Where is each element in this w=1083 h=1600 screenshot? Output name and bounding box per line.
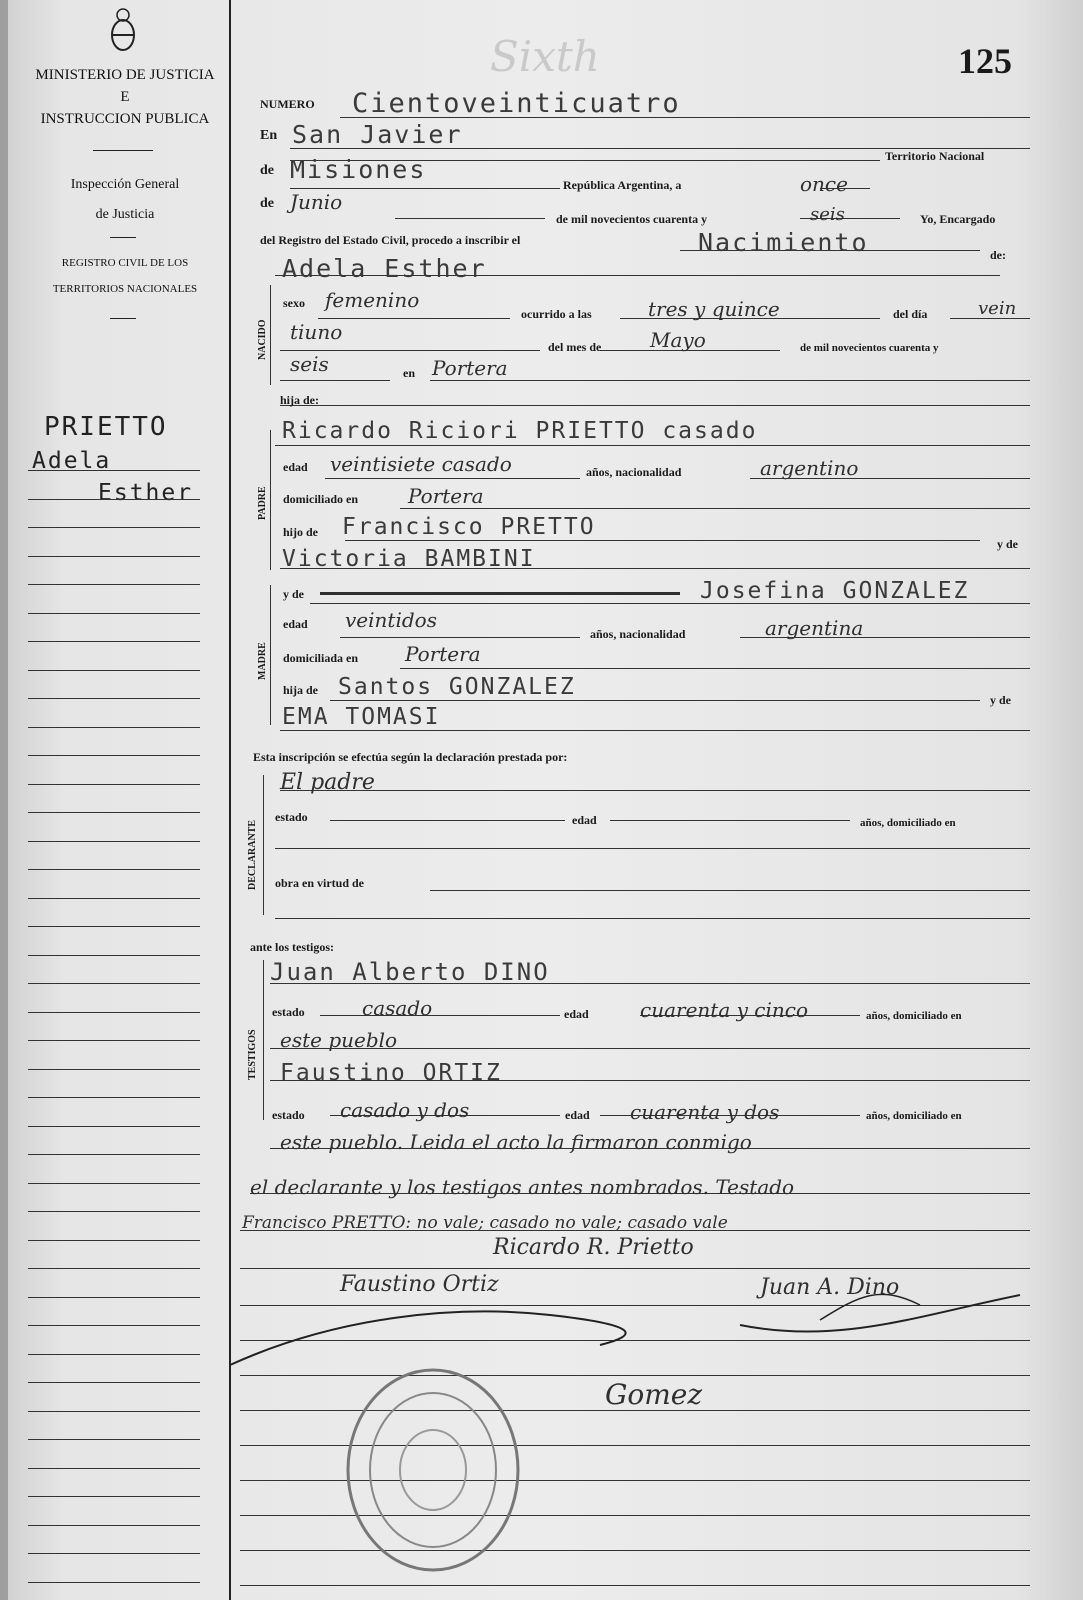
- signature-padre: Ricardo R. Prietto: [493, 1235, 694, 1260]
- margin-rule-line: [28, 641, 200, 642]
- margin-rule-line: [28, 1553, 200, 1554]
- label-t1-edad: edad: [564, 1007, 589, 1021]
- side-label-padre: PADRE: [257, 486, 268, 520]
- margin-rule-line: [28, 470, 200, 471]
- value-closing-3: Francisco PRETTO: no vale; casado no vale; casado vale: [242, 1213, 728, 1233]
- value-ano-nac: seis: [290, 352, 329, 376]
- form-rule-line: [340, 637, 580, 638]
- label-en: En: [260, 128, 278, 143]
- margin-rule-line: [28, 1126, 200, 1127]
- margin-rule-line: [28, 1354, 200, 1355]
- label-yo: Yo, Encargado: [920, 212, 996, 226]
- value-testigo-2: Faustino ORTIZ: [280, 1060, 502, 1086]
- form-rule-line: [430, 380, 1030, 381]
- margin-rule-line: [28, 1439, 200, 1440]
- label-hijo-de: hijo de: [283, 525, 319, 539]
- value-lugar-nac: Portera: [432, 356, 508, 380]
- value-closing-2: el declarante y los testigos antes nombrados. Testado: [250, 1175, 795, 1199]
- value-territorio: Misiones: [290, 155, 427, 184]
- margin-given-name-2: Esther: [98, 480, 194, 506]
- form-rule-line: [430, 890, 1030, 891]
- faint-heading: Sixth: [490, 32, 600, 81]
- label-esta-inscripcion: Esta inscripción se efectúa según la declaración prestada por:: [253, 750, 568, 764]
- registry-line-1: REGISTRO CIVIL DE LOS: [61, 257, 189, 269]
- label-registro: del Registro del Estado Civil, procedo a inscribir el: [260, 233, 521, 247]
- label-padre-anos: años, nacionalidad: [586, 465, 682, 479]
- label-de: de: [260, 163, 274, 178]
- margin-rule-line: [28, 1496, 200, 1497]
- label-domiciliada: domiciliada en: [283, 651, 359, 665]
- value-t1-estado: casado: [362, 996, 433, 1020]
- form-rule-line: [280, 350, 540, 351]
- form-rule-line: [275, 848, 1030, 849]
- label-t2-edad: edad: [565, 1108, 590, 1122]
- label-de-month: de: [260, 196, 274, 211]
- value-acto: Nacimiento: [698, 228, 869, 257]
- form-rule-line: [345, 540, 980, 541]
- form-rule-line: [320, 1015, 560, 1016]
- margin-rule-line: [28, 1154, 200, 1155]
- value-t2-estado: casado y dos: [340, 1098, 470, 1122]
- value-abuelo-materno: Santos GONZALEZ: [338, 674, 576, 700]
- value-padre-nacionalidad: argentino: [760, 456, 859, 480]
- margin-rule-line: [28, 1268, 200, 1269]
- signature-oficial: Gomez: [605, 1378, 703, 1411]
- form-rule-line: [240, 1268, 1030, 1269]
- label-obra: obra en virtud de: [275, 876, 365, 890]
- ministry-line-1: MINISTERIO DE JUSTICIA: [35, 67, 215, 83]
- margin-rule-line: [28, 926, 200, 927]
- label-ocurrido: ocurrido a las: [521, 307, 592, 321]
- form-rule-line: [330, 700, 980, 701]
- label-domiciliado: domiciliado en: [283, 492, 359, 506]
- label-t1-anos: años, domiciliado en: [866, 1010, 962, 1022]
- label-madre-anos: años, nacionalidad: [590, 627, 686, 641]
- value-mes-nac: Mayo: [650, 328, 706, 352]
- label-de-colon: de:: [990, 248, 1006, 262]
- form-rule-line: [400, 508, 1030, 509]
- label-y-de-padre: y de: [997, 537, 1018, 551]
- signature-testigo-2: Faustino Ortiz: [340, 1272, 499, 1297]
- value-abuela-materna: EMA TOMASI: [282, 704, 441, 730]
- margin-rule-line: [28, 1468, 200, 1469]
- label-territorio: Territorio Nacional: [885, 149, 985, 163]
- form-rule-line: [280, 790, 1030, 791]
- form-rule-line: [290, 188, 560, 189]
- label-ante-testigos: ante los testigos:: [250, 940, 334, 954]
- label-sexo: sexo: [283, 296, 305, 310]
- margin-rule-line: [28, 584, 200, 585]
- value-t2-edad: cuarenta y dos: [630, 1100, 780, 1124]
- label-mil-novecientos-2: de mil novecientos cuarenta y: [800, 342, 939, 354]
- margin-rule-line: [28, 556, 200, 557]
- label-del-mes: del mes de: [548, 340, 602, 354]
- margin-rule-line: [28, 1240, 200, 1241]
- form-rule-line: [318, 318, 510, 319]
- form-rule-line: [325, 478, 580, 479]
- label-numero: NUMERO: [260, 97, 315, 111]
- margin-rule-line: [28, 955, 200, 956]
- form-rule-line: [395, 218, 545, 219]
- value-madre-domicilio: Portera: [405, 642, 481, 666]
- margin-rule-line: [28, 613, 200, 614]
- label-mil-novecientos: de mil novecientos cuarenta y: [556, 212, 708, 226]
- label-t2-anos: años, domiciliado en: [866, 1110, 962, 1122]
- label-hija-de-madre: hija de: [283, 683, 319, 697]
- form-rule-line: [280, 405, 1030, 406]
- strikethrough-mark: [320, 592, 680, 595]
- inspection-heading: [20, 170, 230, 230]
- margin-rule-line: [28, 1325, 200, 1326]
- value-declarante: El padre: [280, 770, 375, 795]
- ministry-line-3: INSTRUCCION PUBLICA: [40, 111, 210, 127]
- label-declarante-estado: estado: [275, 810, 308, 824]
- margin-rule-line: [28, 1582, 200, 1583]
- inspection-line-1: Inspección General: [70, 177, 180, 192]
- value-mes: Junio: [290, 190, 343, 214]
- label-del-dia: del día: [893, 307, 928, 321]
- margin-surname: PRIETTO: [44, 412, 168, 442]
- side-label-nacido: NACIDO: [257, 319, 268, 360]
- margin-rule-line: [28, 1382, 200, 1383]
- label-declarante-anos: años, domiciliado en: [860, 817, 956, 829]
- label-hija-de: hija de:: [280, 393, 319, 407]
- value-lugar-inscripcion: San Javier: [292, 120, 463, 149]
- bracket-padre: [270, 430, 271, 570]
- form-rule-line: [610, 820, 850, 821]
- form-rule-line: [280, 380, 390, 381]
- label-en-place: en: [403, 366, 415, 380]
- form-rule-line: [275, 445, 1030, 446]
- bracket-madre: [270, 585, 271, 725]
- value-abuelo-paterno: Francisco PRETTO: [342, 514, 596, 540]
- margin-rule-line: [28, 1297, 200, 1298]
- margin-rule-line: [28, 812, 200, 813]
- form-rule-line: [280, 730, 1030, 731]
- margin-rule-line: [28, 1012, 200, 1013]
- margin-rule-line: [28, 841, 200, 842]
- form-rule-line: [330, 820, 565, 821]
- margin-rule-line: [28, 1097, 200, 1098]
- margin-rule-line: [28, 784, 200, 785]
- value-hora: tres y quince: [648, 297, 780, 321]
- side-label-declarante: DECLARANTE: [247, 819, 258, 890]
- margin-rule-line: [28, 1411, 200, 1412]
- value-testigo-1: Juan Alberto DINO: [270, 958, 550, 986]
- label-declarante-edad: edad: [572, 813, 597, 827]
- page-number: 125: [958, 41, 1012, 81]
- margin-rule-line: [28, 869, 200, 870]
- label-y-de-madre: y de: [283, 587, 304, 601]
- margin-given-name-1: Adela: [32, 448, 112, 474]
- official-stamp-icon: [333, 1358, 533, 1583]
- value-numero: Cientoveinticuatro: [352, 88, 681, 119]
- signature-testigo-1: Juan A. Dino: [760, 1275, 900, 1300]
- margin-rule-line: [28, 1183, 200, 1184]
- value-sexo: femenino: [325, 288, 420, 312]
- registry-line-2: TERRITORIOS NACIONALES: [52, 283, 198, 295]
- label-t2-estado: estado: [272, 1108, 305, 1122]
- label-y-de-madre-right: y de: [990, 693, 1011, 707]
- side-label-testigos: TESTIGOS: [247, 1029, 258, 1080]
- value-abuela-paterna: Victoria BAMBINI: [282, 546, 536, 572]
- margin-rule-line: [28, 527, 200, 528]
- value-madre: Josefina GONZALEZ: [700, 578, 970, 604]
- bracket-declarante: [263, 775, 264, 915]
- margin-rule-line: [28, 1069, 200, 1070]
- value-t1-edad: cuarenta y cinco: [640, 998, 808, 1022]
- value-dia: once: [800, 172, 848, 196]
- label-t1-estado: estado: [272, 1005, 305, 1019]
- value-dia-nac-1: vein: [978, 298, 1017, 319]
- registry-heading: [20, 250, 230, 302]
- ministry-heading: [20, 64, 230, 130]
- margin-rule-line: [28, 727, 200, 728]
- value-padre: Ricardo Riciori PRIETTO casado: [282, 418, 758, 444]
- value-closing-1: este pueblo. Leida el acto la firmaron conmigo: [280, 1130, 752, 1154]
- value-ano: seis: [810, 204, 845, 225]
- page-edge-shadow: [0, 0, 8, 1600]
- margin-rule-line: [28, 898, 200, 899]
- side-label-madre: MADRE: [257, 642, 268, 680]
- coat-of-arms-icon: [108, 5, 138, 55]
- value-madre-edad: veintidos: [345, 608, 437, 632]
- margin-rule-line: [28, 1040, 200, 1041]
- inspection-line-2: de Justicia: [95, 207, 155, 222]
- form-rule-line: [240, 1585, 1030, 1586]
- heading-divider-2: [110, 237, 136, 238]
- form-rule-line: [275, 918, 1030, 919]
- form-rule-line: [400, 668, 1030, 669]
- margin-rule-line: [28, 670, 200, 671]
- margin-rule-line: [28, 698, 200, 699]
- value-padre-domicilio: Portera: [408, 484, 484, 508]
- label-republica: República Argentina, a: [563, 178, 682, 192]
- margin-rule-line: [28, 983, 200, 984]
- margin-rule-line: [28, 1211, 200, 1212]
- heading-divider-3: [110, 318, 136, 319]
- ministry-line-2: E: [120, 89, 130, 105]
- bracket-nacido: [270, 285, 271, 385]
- value-dia-nac-2: tiuno: [290, 320, 343, 344]
- bracket-testigos: [263, 960, 264, 1120]
- label-madre-edad: edad: [283, 617, 308, 631]
- value-t1-domicilio: este pueblo: [280, 1028, 398, 1052]
- value-madre-nacionalidad: argentina: [765, 616, 864, 640]
- heading-divider: [93, 150, 153, 151]
- margin-rule-line: [28, 1525, 200, 1526]
- label-padre-edad: edad: [283, 460, 308, 474]
- margin-rule-line: [28, 755, 200, 756]
- value-padre-edad: veintisiete casado: [330, 452, 512, 476]
- value-nombre: Adela Esther: [282, 254, 487, 283]
- margin-rule-line: [28, 499, 200, 500]
